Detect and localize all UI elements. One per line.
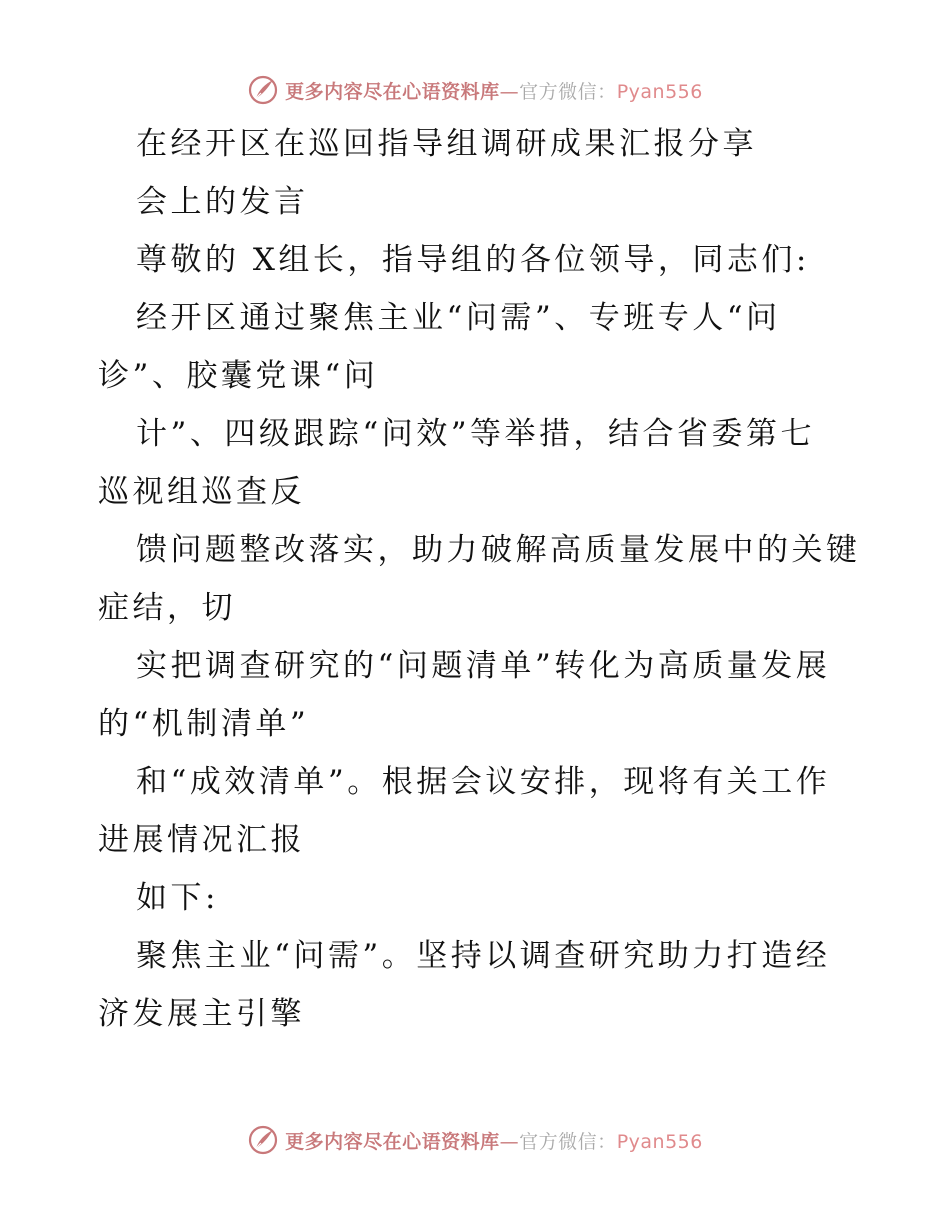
quill-pen-logo-icon [247,74,279,106]
document-line: 巡视组巡查反 [98,474,305,510]
document-line: 聚焦主业“问需”。坚持以调查研究助力打造经 [136,938,831,974]
footer-watermark [0,1120,950,1160]
document-line: 实把调查研究的“问题清单”转化为高质量发展 [136,648,831,684]
document-line: 尊敬的 X组长，指导组的各位领导，同志们: [136,242,810,278]
document-line: 如下: [136,880,219,916]
document-line: 的“机制清单” [98,706,310,742]
watermark-text [285,77,703,104]
document-line: 症结，切 [98,590,236,626]
document-line: 计”、四级跟踪“问效”等举措，结合省委第七 [136,416,816,452]
watermark-brand: 更多内容尽在心语资料库 [285,80,500,103]
document-line: 诊”、胶囊党课“问 [98,358,379,394]
document-line: 济发展主引擎 [98,996,305,1032]
watermark-dash: — [499,1130,520,1153]
watermark-text [285,1127,703,1154]
document-line: 馈问题整改落实，助力破解高质量发展中的关键 [136,532,861,568]
document-line: 和“成效清单”。根据会议安排，现将有关工作 [136,764,831,800]
watermark-label: 官方微信： [519,80,617,103]
watermark-dash: — [499,80,520,103]
document-line: 进展情况汇报 [98,822,305,858]
document-line: 在经开区在巡回指导组调研成果汇报分享 [136,126,757,162]
document-line: 会上的发言 [136,184,309,220]
header-watermark [0,70,950,110]
watermark-wechat-id: Pyan556 [616,80,703,103]
document-line: 经开区通过聚焦主业“问需”、专班专人“问 [136,300,781,336]
watermark-brand: 更多内容尽在心语资料库 [285,1130,500,1153]
watermark-label: 官方微信： [519,1130,617,1153]
watermark-wechat-id: Pyan556 [616,1130,703,1153]
quill-pen-logo-icon [247,1124,279,1156]
